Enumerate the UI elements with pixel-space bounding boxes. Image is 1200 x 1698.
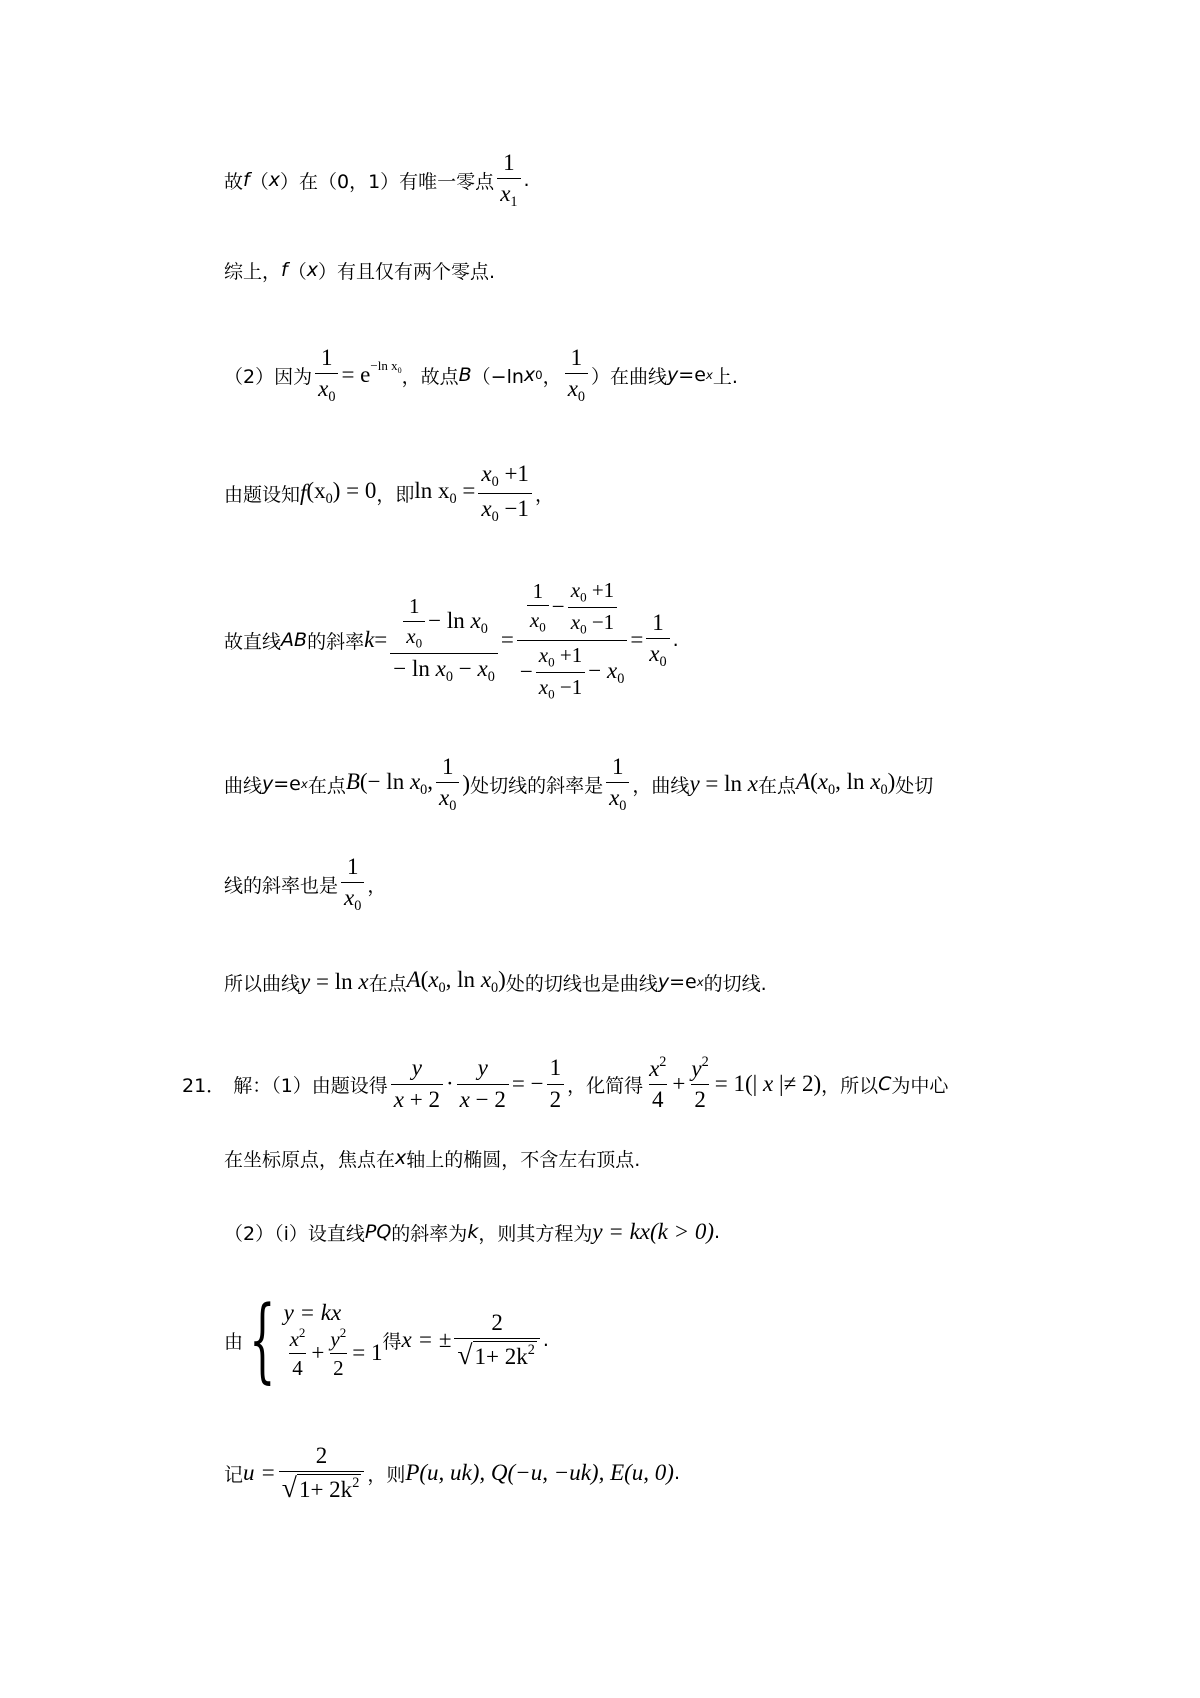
exponent: x bbox=[300, 777, 308, 791]
fraction-1-over-x0: $\frac{1}{x_0}$ bbox=[606, 754, 629, 815]
fraction-1-over-x0-b bbox=[565, 345, 588, 406]
text: ，曲线 bbox=[632, 774, 690, 797]
text: . bbox=[673, 1462, 680, 1484]
left-brace: { bbox=[249, 1286, 276, 1393]
points-pqe: P(u, uk), Q(−u, −uk), E(u, 0) bbox=[405, 1460, 674, 1485]
text: 由题设知 bbox=[224, 483, 301, 506]
line-slope-ab: 故直线 AB 的斜率 k = $\frac{1}{x_0}$ − $\ln x_0$ − $\ln x_0 - x_0$ = $\frac{1}{x_0}$ − $\frac{x_0 +1}{x_0 -1}$ − $\frac{x_0 +1}{x_0 -1}$ − $x_0$ = $\frac{1}{x_0}$ . bbox=[224, 577, 679, 702]
text: 处切线的斜率是 bbox=[470, 774, 604, 797]
numerator: x bbox=[481, 461, 492, 487]
point-a-expr: $A(x_0$, $\ln x_0$) bbox=[796, 769, 896, 798]
text: =e bbox=[273, 773, 301, 795]
slope-fraction-1: $\frac{1}{x_0}$ − $\ln x_0$ − $\ln x_0 - x_0$ bbox=[390, 594, 498, 685]
fraction-1-over-x0: $\frac{1}{x_0}$ bbox=[403, 594, 425, 651]
denominator: x bbox=[500, 181, 511, 207]
numerator: 1 bbox=[321, 344, 333, 370]
text: ，所以 bbox=[821, 1074, 879, 1097]
curve-lnx: y = ln x bbox=[300, 969, 369, 994]
equation: y = kx(k > 0) bbox=[592, 1219, 715, 1244]
var-f: f bbox=[300, 480, 307, 505]
text: . bbox=[714, 1221, 721, 1243]
subscript: 0 bbox=[491, 508, 499, 525]
line-define-u bbox=[224, 1435, 680, 1511]
line-summary bbox=[224, 250, 495, 290]
var-x: x bbox=[268, 169, 280, 191]
text: 故 bbox=[224, 170, 244, 193]
line-conclusion bbox=[224, 960, 767, 1004]
var-x: x bbox=[523, 364, 536, 386]
var-y: y bbox=[262, 773, 274, 795]
math: = bbox=[374, 627, 388, 652]
fraction-2-over-sqrt: 2 √ $1+ 2k^2$ bbox=[279, 1443, 365, 1504]
text: ，则 bbox=[367, 1463, 406, 1486]
text: ） bbox=[279, 170, 299, 193]
denominator: x bbox=[318, 376, 329, 402]
subscript: 1 bbox=[510, 194, 518, 211]
fraction-2-over-sqrt: 2 √ $1+ 2k^2$ bbox=[454, 1310, 540, 1371]
math-text: (x bbox=[306, 478, 326, 503]
text: （ bbox=[249, 170, 269, 193]
fraction-1-over-2: $\frac{1}{2}$ bbox=[547, 1055, 565, 1113]
point-b-expr: $B(- \ln x_0$, bbox=[345, 769, 434, 798]
numerator: 2 bbox=[315, 1442, 328, 1468]
text: 在点 bbox=[758, 774, 797, 797]
fraction-1-over-x0: $\frac{1}{x_0}$ bbox=[341, 854, 364, 915]
text: 在（0，1）有唯一零点 bbox=[299, 170, 495, 193]
text: 上. bbox=[712, 365, 738, 388]
text: （2）（i）设直线 bbox=[224, 1222, 365, 1245]
var-k: k bbox=[467, 1221, 479, 1243]
math-text: = bbox=[456, 478, 476, 503]
curve-c: C bbox=[878, 1073, 892, 1095]
numerator: 1 bbox=[570, 344, 583, 370]
slope-fraction-2: $\frac{1}{x_0}$ − $\frac{x_0 +1}{x_0 -1}$ − $\frac{x_0 +1}{x_0 -1}$ − $x_0$ bbox=[517, 578, 628, 703]
line-point-b bbox=[224, 342, 738, 408]
var-x: x bbox=[306, 259, 318, 281]
text: 线的斜率也是 bbox=[224, 874, 339, 897]
math: x = ± bbox=[401, 1327, 452, 1352]
line-problem-21: 21． 解：（1）由题设得 $\frac{y}{x + 2}$ · $\frac{y}{x - 2}$ = − $\frac{1}{2}$ ，化简得 $\frac{x^2}{4}$ + $\frac{y^2}{2}$ = 1(| x |≠ 2) ，所以 C 为中心 bbox=[182, 1054, 949, 1113]
superscript: 2 bbox=[527, 1342, 535, 1358]
math bbox=[414, 478, 475, 508]
text: 在点 bbox=[368, 972, 407, 995]
text: ， bbox=[367, 874, 387, 897]
problem-number: 21． bbox=[182, 1074, 226, 1097]
text: 故直线 bbox=[224, 630, 282, 653]
subscript: 0 bbox=[577, 389, 586, 406]
subscript: 0 bbox=[325, 490, 333, 507]
text: （2）因为 bbox=[224, 365, 313, 388]
line-part-2i bbox=[224, 1210, 720, 1254]
var-f: f bbox=[243, 169, 250, 191]
text: 所以曲线 bbox=[224, 972, 301, 995]
var-x: x bbox=[395, 1147, 407, 1169]
var-k: k bbox=[364, 627, 375, 652]
equation-row: $\frac{x^2}{4}$ + $\frac{y^2}{2}$ = 1 bbox=[289, 1324, 383, 1381]
math bbox=[306, 478, 376, 508]
fraction-x0-plus-1 bbox=[478, 461, 532, 525]
text: 的斜率 bbox=[307, 630, 365, 653]
fraction-result: $\frac{1}{x_0}$ bbox=[646, 610, 669, 671]
subscript: 0 bbox=[449, 490, 457, 507]
math: = e bbox=[341, 362, 371, 387]
radicand: 1+ 2k bbox=[474, 1343, 528, 1369]
var-y: y bbox=[667, 364, 679, 386]
superscript: 2 bbox=[352, 1475, 360, 1491]
numerator: 2 bbox=[491, 1309, 503, 1335]
text: ，故点 bbox=[401, 365, 459, 388]
numerator: 1 bbox=[503, 149, 515, 175]
var-y: y bbox=[657, 971, 670, 993]
var-f: f bbox=[281, 259, 288, 281]
line-given-condition bbox=[224, 460, 554, 526]
text: ，则其方程为 bbox=[478, 1222, 593, 1245]
text: ）在曲线 bbox=[591, 365, 668, 388]
math-text: +1 bbox=[498, 461, 529, 487]
exponent: x bbox=[705, 368, 713, 382]
fraction-y-over-x-minus-2: $\frac{y}{x - 2}$ bbox=[457, 1055, 509, 1113]
line-ellipse-desc bbox=[224, 1138, 640, 1178]
line-system bbox=[224, 1285, 549, 1395]
text: ，化简得 bbox=[567, 1074, 644, 1097]
line-unique-zero bbox=[224, 150, 530, 210]
math: u = bbox=[243, 1460, 276, 1485]
text: 处切 bbox=[895, 774, 934, 797]
denominator: x bbox=[481, 495, 492, 521]
text: 解：（1）由题设得 bbox=[233, 1074, 388, 1097]
fraction-y2-over-2: $\frac{y^2}{2}$ bbox=[691, 1054, 709, 1113]
subscript: 0 bbox=[535, 368, 543, 382]
point-a-expr: $A(x_0$, $\ln x_0$) bbox=[406, 967, 506, 996]
text: 轴上的椭圆，不含左右顶点. bbox=[406, 1148, 641, 1171]
text: . bbox=[523, 169, 530, 191]
subscript: 0 bbox=[397, 365, 402, 375]
subscript: 0 bbox=[491, 474, 499, 491]
curve-lnx: y = ln x bbox=[689, 771, 758, 796]
text: 在点 bbox=[307, 774, 346, 797]
line-pq: PQ bbox=[364, 1221, 392, 1243]
text: 曲线 bbox=[224, 774, 263, 797]
text: 记 bbox=[224, 1463, 244, 1486]
math-text: −1 bbox=[498, 495, 529, 521]
line-slope-also bbox=[224, 850, 386, 918]
text: （ bbox=[287, 260, 307, 283]
text: 有且仅有两个零点. bbox=[337, 260, 496, 283]
text: 的切线. bbox=[703, 972, 767, 995]
text: 处的切线也是曲线 bbox=[505, 972, 658, 995]
text: ， bbox=[534, 483, 554, 506]
text: =e bbox=[669, 971, 697, 993]
text: =e bbox=[678, 364, 706, 386]
line-ab: AB bbox=[281, 629, 308, 651]
text: . bbox=[542, 1329, 549, 1351]
text: ） bbox=[317, 260, 337, 283]
fraction-y-over-x-plus-2: $\frac{y}{x + 2}$ bbox=[391, 1055, 443, 1113]
fraction-1-over-x0 bbox=[315, 345, 338, 406]
text: ，即 bbox=[376, 483, 415, 506]
fraction-1-over-x0: $\frac{1}{x_0}$ bbox=[436, 754, 459, 815]
text: 的斜率为 bbox=[391, 1222, 468, 1245]
point-b: B bbox=[458, 364, 472, 386]
fraction-x2-over-4: $\frac{x^2}{4}$ bbox=[649, 1054, 667, 1113]
math-text: ) = 0 bbox=[332, 478, 377, 503]
equation-row: y = kx bbox=[283, 1299, 342, 1325]
exponent bbox=[370, 358, 401, 375]
math-text: ln x bbox=[414, 478, 450, 503]
text: 综上， bbox=[224, 260, 282, 283]
exponent: x bbox=[696, 975, 704, 989]
text: . bbox=[672, 629, 679, 651]
text: （−ln bbox=[471, 365, 524, 388]
denominator: x bbox=[567, 376, 578, 402]
line-tangent-slopes: 曲线 y =e x 在点 $B(- \ln x_0$, $\frac{1}{x_0}$ ) 处切线的斜率是 $\frac{1}{x_0}$ ，曲线 y = ln x 在点 $A(x_0$, $\ln x_0$) 处切 bbox=[224, 753, 934, 815]
text: 得 bbox=[382, 1330, 402, 1353]
radicand: 1+ 2k bbox=[298, 1476, 353, 1502]
fraction-1-over-x1 bbox=[497, 150, 520, 211]
text: 在坐标原点，焦点在 bbox=[224, 1148, 396, 1171]
subscript: 0 bbox=[328, 389, 336, 406]
text: ， bbox=[542, 365, 562, 388]
text: 由 bbox=[224, 1330, 244, 1353]
equation-system bbox=[284, 1300, 383, 1380]
text: 为中心 bbox=[891, 1074, 949, 1097]
exp-text: −ln x bbox=[370, 357, 398, 373]
